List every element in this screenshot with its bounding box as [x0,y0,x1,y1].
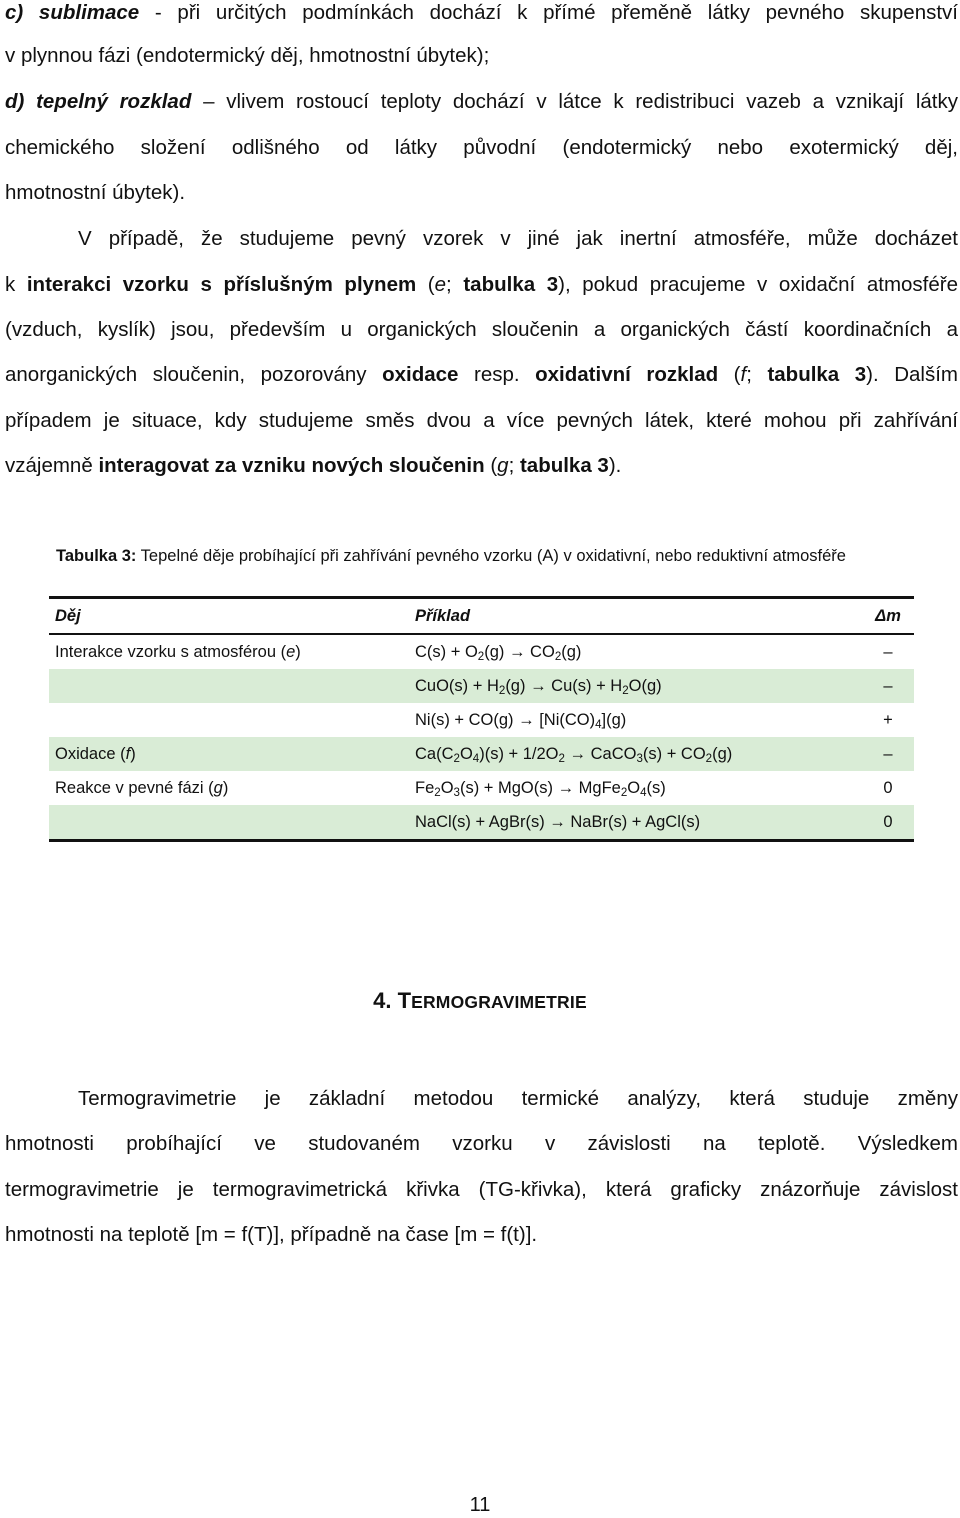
page-number: 11 [469,1494,491,1516]
cell-reaction: NaCl(s) + AgBr(s) → NaBr(s) + AgCl(s) [409,805,862,841]
para1-line-2: k interakci vzorku s příslušným plynem (e; tabulka 3), pokud pracujeme v oxidační atmosféře [5,273,958,296]
table-caption-label: Tabulka 3: [56,547,137,565]
para2-line-2: hmotnosti probíhající ve studovaném vzorku v závislosti na teplotě. Výsledkem [5,1132,958,1155]
item-c-label: c) sublimace [5,1,140,24]
table-header-row [49,598,914,635]
term-interagovat: interagovat za vzniku nových sloučenin [98,454,485,477]
table-row [49,669,914,703]
cell-dej: Reakce v pevné fázi (g) [55,778,229,797]
table-reference: tabulka 3 [463,273,559,296]
para1-line-6: vzájemně interagovat za vzniku nových sloučenin (g; tabulka 3). [5,454,622,477]
table-row [49,805,914,841]
cell-dej [49,703,409,737]
header-delta-m: Δm [875,606,901,625]
item-c-line-1 [5,0,958,28]
section-title-initial: T [397,988,412,1013]
section-title-rest: ERMOGRAVIMETRIE [411,992,587,1012]
cell-reaction: $Fe_2O_3(s) + MgO(s)$ → $MgFe_2O_4(s)$ [415,778,666,799]
cell-reaction: $Ni(s) + CO(g) \to [Ni(CO)_4](g)$ [415,710,627,731]
term-oxidativni-rozklad: oxidativní rozklad [535,363,719,386]
cell-reaction: $CuO(s) + H_2(g) \to Cu(s) + H_2O(g)$ [409,669,862,703]
table-row [49,771,914,805]
item-c-text: - při určitých podmínkách dochází k přímé přeměně látky pevného skupenství [139,1,958,24]
table-row [49,737,914,771]
table-reference: tabulka 3 [767,363,867,386]
para1-line-1: V případě, že studujeme pevný vzorek v jiné jak inertní atmosféře, může docházet [78,227,958,250]
cell-delta-m: 0 [883,778,893,797]
cell-reaction: $Ca(C_2O_4)(s) + 1/2O_2$ → CaCO$_3$(s) + $CO_2(g)$ [409,737,862,771]
para1-line-3: (vzduch, kyslík) jsou, především u organických sloučenin a organických částí koordinačních a [5,318,958,341]
table-row [49,703,914,737]
para2-line-3: termogravimetrie je termogravimetrická křivka (TG-křivka), která graficky znázorňuje závislost [5,1178,958,1201]
table-reference: tabulka 3 [519,454,609,477]
cell-dej [49,805,409,841]
para2-line-1: Termogravimetrie je základní metodou termické analýzy, která studuje změny [78,1087,958,1110]
table-caption [56,544,916,569]
para1-line-4: anorganických sloučenin, pozorovány oxidace resp. oxidativní rozklad (f; tabulka 3). Dalším [5,363,958,386]
cell-delta-m: – [862,669,914,703]
item-d-label: d) tepelný rozklad [5,90,192,113]
header-dej: Děj [55,606,81,625]
item-d-line-3: hmotnostní úbytek). [5,181,186,204]
cell-delta-m: – [862,737,914,771]
cell-delta-m: 0 [862,805,914,841]
cell-delta-m: + [883,710,893,729]
item-d-line-1 [5,87,958,117]
table-caption-text: Tepelné děje probíhající při zahřívání pevného vzorku (A) v oxidativní, nebo reduktivní atmosféře [136,547,846,565]
term-oxidace: oxidace [382,363,459,386]
item-d-line-2: chemického složení odlišného od látky původní (endotermický nebo exotermický děj, [5,136,958,159]
section-heading [0,988,960,1014]
header-priklad: Příklad [415,606,471,625]
section-number: 4. [373,988,398,1013]
cell-dej: Oxidace (f) [49,737,409,771]
item-c-line-2: v plynnou fázi (endotermický děj, hmotnostní úbytek); [5,44,490,67]
term-interakce: interakci vzorku s příslušným plynem [26,273,417,296]
para1-line-5: případem je situace, kdy studujeme směs dvou a více pevných látek, které mohou při zahřívání [5,409,958,432]
cell-reaction: $C(s) + O_2(g) \to CO_2(g)$ [415,642,582,663]
cell-dej: Interakce vzorku s atmosférou (e) [55,642,301,661]
cell-delta-m: – [883,642,893,661]
cell-dej [49,669,409,703]
table-row [49,634,914,669]
para2-line-4: hmotnosti na teplotě [m = f(T)], případně na čase [m = f(t)]. [5,1223,538,1246]
table-3 [49,596,914,842]
item-d-text: – vlivem rostoucí teploty dochází v látce k redistribuci vazeb a vznikají látky [191,90,959,113]
